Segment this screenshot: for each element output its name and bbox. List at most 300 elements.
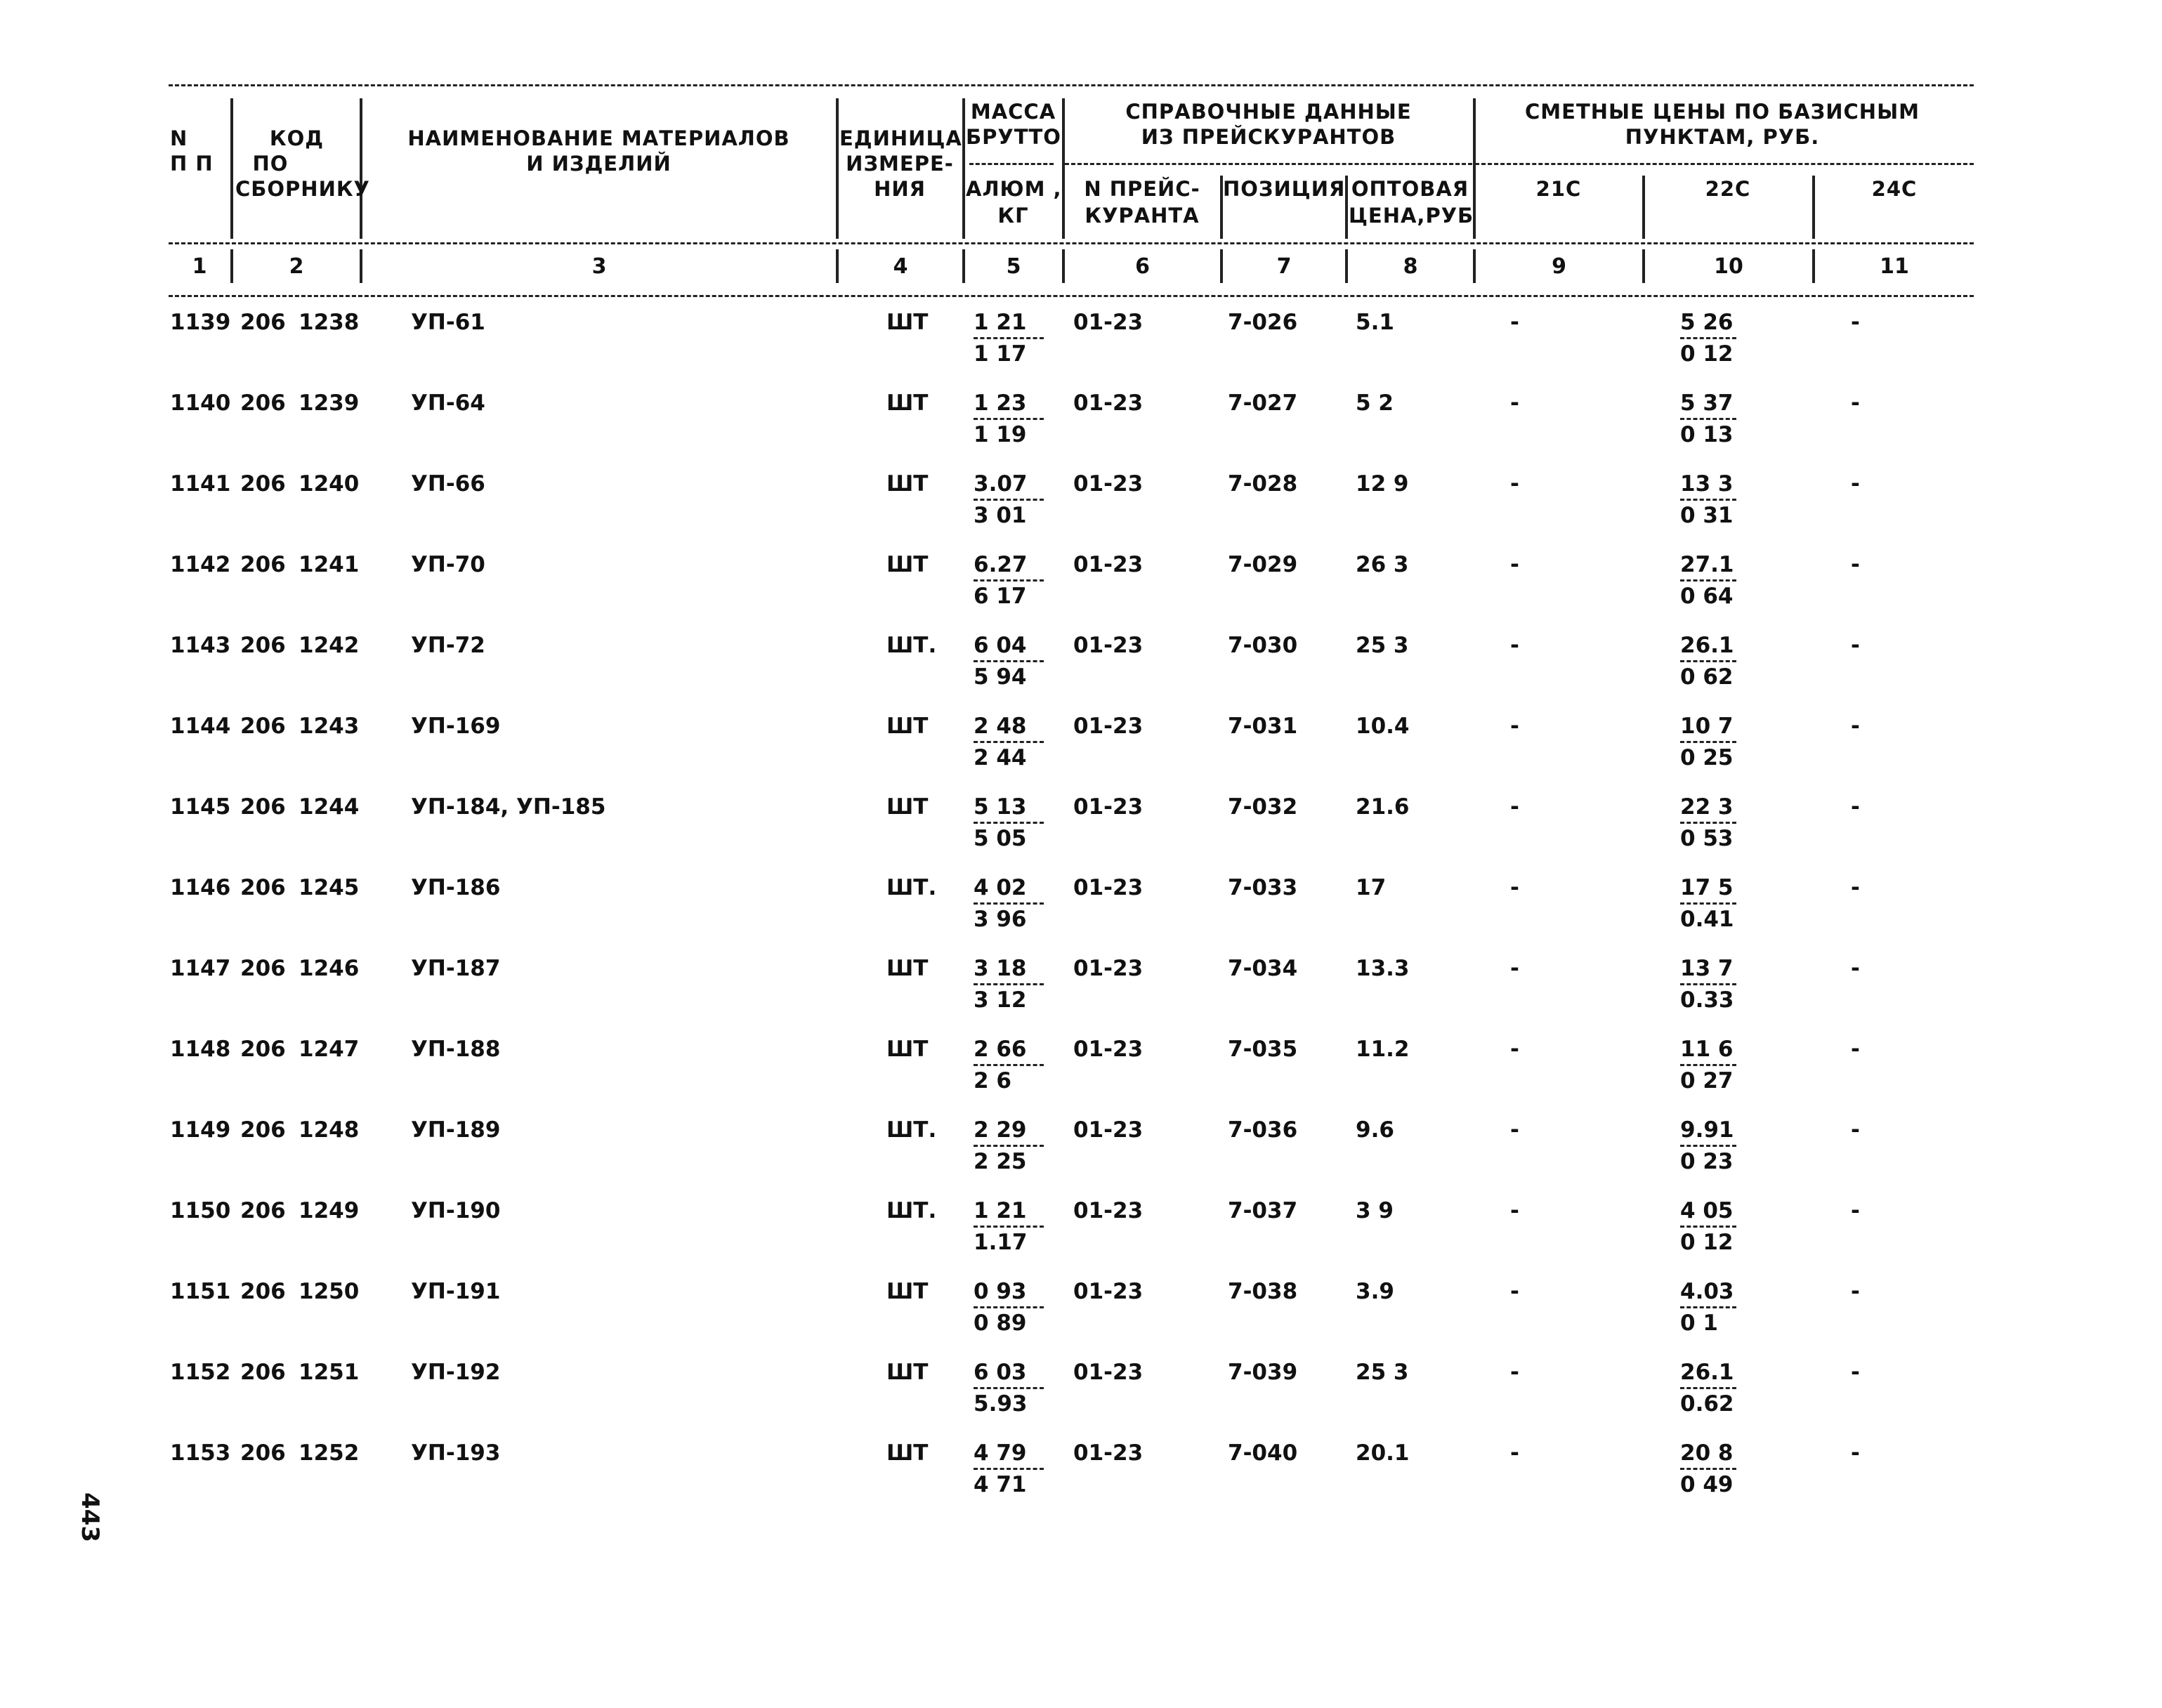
fraction-bar — [974, 822, 1044, 824]
row-position: 7-035 — [1228, 1037, 1298, 1062]
row-number: 1139 — [170, 310, 231, 335]
row-material-name: УП-187 — [411, 956, 501, 981]
row-unit: ШТ — [886, 310, 929, 335]
row-price-24c: - — [1851, 794, 1860, 820]
row-price-22c-fraction — [1680, 309, 1757, 367]
header-sub-rule — [969, 163, 1054, 165]
table-row — [0, 551, 2162, 633]
row-wholesale-price: 3.9 — [1356, 1279, 1394, 1304]
row-material-name: УП-72 — [411, 633, 485, 658]
row-unit: ШТ — [886, 390, 929, 416]
row-wholesale-price: 20.1 — [1356, 1440, 1410, 1466]
row-mass-gross: 2 66 — [974, 1037, 1027, 1062]
header-col-code-sub: ПО — [252, 152, 289, 176]
row-pricelist-number: 01-23 — [1073, 471, 1144, 497]
row-mass-aluminum: 3 12 — [974, 987, 1027, 1013]
row-material-name: УП-66 — [411, 471, 485, 497]
row-wholesale-price: 3 9 — [1356, 1198, 1394, 1223]
row-position: 7-040 — [1228, 1440, 1298, 1466]
header-col-mass-sub: БРУТТО — [966, 125, 1061, 149]
row-price-21c: - — [1510, 875, 1519, 900]
header-col-unit-sub2: НИЯ — [874, 177, 926, 201]
row-code-part-b: 1248 — [299, 1117, 360, 1143]
row-price-21c: - — [1510, 633, 1519, 658]
row-price-22c-aluminum: 0.62 — [1680, 1391, 1734, 1417]
fraction-bar — [974, 1226, 1044, 1228]
row-unit: ШТ — [886, 471, 929, 497]
row-code-part-b: 1242 — [299, 633, 360, 658]
row-code-part-a: 206 — [240, 310, 286, 335]
row-price-21c: - — [1510, 1198, 1519, 1223]
row-price-24c: - — [1851, 633, 1860, 658]
row-price-22c-fraction — [1680, 551, 1757, 610]
row-wholesale-price: 9.6 — [1356, 1117, 1394, 1143]
row-wholesale-price: 21.6 — [1356, 794, 1410, 820]
fraction-bar — [1680, 1064, 1736, 1066]
row-code-part-b: 1241 — [299, 552, 360, 577]
row-position: 7-036 — [1228, 1117, 1298, 1143]
row-pricelist-number: 01-23 — [1073, 552, 1144, 577]
column-number: 2 — [289, 254, 304, 279]
row-mass-fraction — [974, 632, 1051, 690]
row-price-24c: - — [1851, 471, 1860, 497]
header-divider — [230, 98, 233, 239]
header-col-code: КОД — [269, 126, 325, 150]
row-mass-gross: 3.07 — [974, 471, 1028, 497]
row-price-22c-fraction — [1680, 1117, 1757, 1175]
row-mass-gross: 0 93 — [974, 1279, 1027, 1304]
row-price-22c-aluminum: 0 53 — [1680, 826, 1734, 851]
table-row — [0, 390, 2162, 471]
row-price-21c: - — [1510, 714, 1519, 739]
row-code-part-b: 1239 — [299, 390, 360, 416]
row-pricelist-number: 01-23 — [1073, 1440, 1144, 1466]
row-price-22c: 27.1 — [1680, 552, 1734, 577]
row-price-21c: - — [1510, 552, 1519, 577]
row-wholesale-price: 25 3 — [1356, 633, 1409, 658]
row-code-part-a: 206 — [240, 633, 286, 658]
fraction-bar — [974, 579, 1044, 582]
row-unit: ШТ — [886, 1360, 929, 1385]
row-code-part-b: 1243 — [299, 714, 360, 739]
header-col-24c: 24С — [1871, 177, 1918, 201]
table-row — [0, 794, 2162, 875]
header-group-reference-sub: ИЗ ПРЕЙСКУРАНТОВ — [1141, 125, 1396, 149]
row-mass-fraction — [974, 1359, 1051, 1417]
row-price-22c: 20 8 — [1680, 1440, 1734, 1466]
header-divider — [836, 98, 839, 239]
row-material-name: УП-191 — [411, 1279, 501, 1304]
row-wholesale-price: 25 3 — [1356, 1360, 1409, 1385]
row-material-name: УП-186 — [411, 875, 501, 900]
row-material-name: УП-64 — [411, 390, 485, 416]
fraction-bar — [974, 1306, 1044, 1308]
row-material-name: УП-188 — [411, 1037, 501, 1062]
fraction-bar — [1680, 902, 1736, 905]
table-row — [0, 1359, 2162, 1440]
header-col-code-sub2: СБОРНИКУ — [235, 177, 370, 201]
column-number: 6 — [1135, 254, 1150, 279]
row-price-22c: 10 7 — [1680, 714, 1734, 739]
header-col-position: ПОЗИЦИЯ — [1223, 177, 1346, 201]
row-code-part-b: 1251 — [299, 1360, 360, 1385]
row-number: 1147 — [170, 956, 231, 981]
header-col-unit: ЕДИНИЦА — [839, 126, 962, 150]
header-divider — [360, 98, 362, 239]
header-group-reference: СПРАВОЧНЫЕ ДАННЫЕ — [1125, 100, 1412, 124]
row-number: 1145 — [170, 794, 231, 820]
row-pricelist-number: 01-23 — [1073, 310, 1144, 335]
row-wholesale-price: 17 — [1356, 875, 1387, 900]
row-mass-aluminum: 1 17 — [974, 341, 1027, 367]
row-number: 1148 — [170, 1037, 231, 1062]
row-mass-aluminum: 5.93 — [974, 1391, 1028, 1417]
row-mass-fraction — [974, 471, 1051, 529]
row-number: 1152 — [170, 1360, 231, 1385]
fraction-bar — [1680, 983, 1736, 985]
header-divider — [1345, 176, 1348, 239]
row-code-part-b: 1249 — [299, 1198, 360, 1223]
row-pricelist-number: 01-23 — [1073, 633, 1144, 658]
header-divider — [962, 98, 965, 239]
row-material-name: УП-192 — [411, 1360, 501, 1385]
row-price-22c-aluminum: 0.41 — [1680, 907, 1734, 932]
row-price-21c: - — [1510, 1279, 1519, 1304]
fraction-bar — [974, 337, 1044, 339]
fraction-bar — [974, 660, 1044, 662]
row-pricelist-number: 01-23 — [1073, 1117, 1144, 1143]
column-number: 10 — [1714, 254, 1743, 279]
fraction-bar — [974, 1145, 1044, 1147]
row-code-part-a: 206 — [240, 471, 286, 497]
header-top-rule — [169, 84, 1974, 86]
row-price-22c-aluminum: 0 25 — [1680, 745, 1734, 770]
row-code-part-b: 1244 — [299, 794, 360, 820]
fraction-bar — [1680, 1468, 1736, 1470]
header-sub-rule — [1065, 163, 1472, 165]
row-code-part-b: 1240 — [299, 471, 360, 497]
row-mass-gross: 6.27 — [974, 552, 1028, 577]
row-price-21c: - — [1510, 1360, 1519, 1385]
row-pricelist-number: 01-23 — [1073, 1360, 1144, 1385]
row-mass-fraction — [974, 551, 1051, 610]
row-price-21c: - — [1510, 1037, 1519, 1062]
row-price-22c: 26.1 — [1680, 1360, 1734, 1385]
row-mass-gross: 1 21 — [974, 310, 1027, 335]
row-position: 7-029 — [1228, 552, 1298, 577]
table-row — [0, 1197, 2162, 1279]
row-price-22c: 13 7 — [1680, 956, 1734, 981]
header-group-prices-sub: ПУНКТАМ, РУБ. — [1625, 125, 1820, 149]
row-price-22c: 4.03 — [1680, 1279, 1734, 1304]
row-number: 1141 — [170, 471, 231, 497]
row-price-22c: 11 6 — [1680, 1037, 1734, 1062]
row-price-24c: - — [1851, 1198, 1860, 1223]
row-material-name: УП-61 — [411, 310, 485, 335]
table-row — [0, 471, 2162, 552]
row-material-name: УП-193 — [411, 1440, 501, 1466]
row-mass-gross: 6 03 — [974, 1360, 1027, 1385]
row-price-21c: - — [1510, 1440, 1519, 1466]
row-price-21c: - — [1510, 310, 1519, 335]
row-mass-aluminum: 5 05 — [974, 826, 1027, 851]
row-price-21c: - — [1510, 956, 1519, 981]
table-row — [0, 1117, 2162, 1198]
row-mass-gross: 5 13 — [974, 794, 1027, 820]
row-price-22c-aluminum: 0 13 — [1680, 422, 1734, 447]
row-position: 7-031 — [1228, 714, 1298, 739]
row-number: 1143 — [170, 633, 231, 658]
row-mass-gross: 2 48 — [974, 714, 1027, 739]
row-price-22c-fraction — [1680, 1036, 1757, 1094]
column-number: 3 — [591, 254, 607, 279]
table-row — [0, 955, 2162, 1037]
row-mass-aluminum: 2 6 — [974, 1068, 1011, 1093]
row-material-name: УП-190 — [411, 1198, 501, 1223]
fraction-bar — [1680, 1226, 1736, 1228]
fraction-bar — [974, 418, 1044, 420]
row-mass-fraction — [974, 713, 1051, 771]
fraction-bar — [974, 741, 1044, 743]
row-position: 7-038 — [1228, 1279, 1298, 1304]
row-code-part-a: 206 — [240, 794, 286, 820]
row-number: 1149 — [170, 1117, 231, 1143]
row-pricelist-number: 01-23 — [1073, 794, 1144, 820]
row-pricelist-number: 01-23 — [1073, 956, 1144, 981]
row-price-22c-aluminum: 0 12 — [1680, 341, 1734, 367]
row-mass-aluminum: 6 17 — [974, 584, 1027, 609]
row-price-22c-aluminum: 0 49 — [1680, 1472, 1734, 1497]
page-number: 443 — [76, 1492, 104, 1542]
header-bottom-rule — [169, 295, 1974, 297]
row-price-24c: - — [1851, 875, 1860, 900]
header-col-unit-sub: ИЗМЕРЕ- — [846, 152, 954, 176]
header-col-name: НАИМЕНОВАНИЕ МАТЕРИАЛОВ — [407, 126, 790, 150]
row-code-part-a: 206 — [240, 1037, 286, 1062]
row-mass-gross: 4 02 — [974, 875, 1027, 900]
row-code-part-a: 206 — [240, 1440, 286, 1466]
row-price-22c-fraction — [1680, 390, 1757, 448]
row-price-22c-fraction — [1680, 794, 1757, 852]
row-price-24c: - — [1851, 310, 1860, 335]
row-price-22c-fraction — [1680, 874, 1757, 933]
row-price-22c-fraction — [1680, 713, 1757, 771]
row-position: 7-028 — [1228, 471, 1298, 497]
row-material-name: УП-189 — [411, 1117, 501, 1143]
row-number: 1146 — [170, 875, 231, 900]
row-price-21c: - — [1510, 794, 1519, 820]
table-row — [0, 1278, 2162, 1360]
row-mass-aluminum: 1.17 — [974, 1230, 1028, 1255]
header-col-mass-kg: КГ — [997, 204, 1029, 228]
row-code-part-b: 1238 — [299, 310, 360, 335]
row-number: 1140 — [170, 390, 231, 416]
row-mass-gross: 1 21 — [974, 1198, 1027, 1223]
row-mass-aluminum: 0 89 — [974, 1310, 1027, 1336]
row-code-part-a: 206 — [240, 1279, 286, 1304]
row-mass-fraction — [974, 1036, 1051, 1094]
row-price-22c: 17 5 — [1680, 875, 1734, 900]
row-mass-fraction — [974, 794, 1051, 852]
row-position: 7-039 — [1228, 1360, 1298, 1385]
column-number: 5 — [1006, 254, 1021, 279]
row-unit: ШТ. — [886, 1117, 937, 1143]
row-mass-gross: 6 04 — [974, 633, 1027, 658]
header-col-wholesale: ОПТОВАЯ — [1351, 177, 1469, 201]
row-code-part-b: 1245 — [299, 875, 360, 900]
row-code-part-a: 206 — [240, 390, 286, 416]
row-price-22c-fraction — [1680, 632, 1757, 690]
row-price-22c-aluminum: 0 23 — [1680, 1149, 1734, 1174]
row-mass-fraction — [974, 1440, 1051, 1498]
row-price-22c-aluminum: 0 27 — [1680, 1068, 1734, 1093]
row-mass-gross: 3 18 — [974, 956, 1027, 981]
row-price-24c: - — [1851, 956, 1860, 981]
header-col-name-sub: И ИЗДЕЛИЙ — [526, 152, 671, 176]
row-unit: ШТ — [886, 1440, 929, 1466]
row-mass-aluminum: 1 19 — [974, 422, 1027, 447]
row-mass-gross: 2 29 — [974, 1117, 1027, 1143]
row-price-24c: - — [1851, 1440, 1860, 1466]
header-col-22c: 22С — [1705, 177, 1751, 201]
row-price-24c: - — [1851, 390, 1860, 416]
fraction-bar — [1680, 1145, 1736, 1147]
header-col-n: N — [170, 126, 188, 150]
row-unit: ШТ — [886, 714, 929, 739]
fraction-bar — [974, 983, 1044, 985]
header-col-wholesale-sub: ЦЕНА,РУБ — [1349, 204, 1474, 228]
row-wholesale-price: 5.1 — [1356, 310, 1394, 335]
column-number: 9 — [1552, 254, 1566, 279]
row-pricelist-number: 01-23 — [1073, 1198, 1144, 1223]
row-price-22c-aluminum: 0 31 — [1680, 503, 1734, 528]
row-code-part-a: 206 — [240, 714, 286, 739]
row-unit: ШТ. — [886, 875, 937, 900]
row-position: 7-030 — [1228, 633, 1298, 658]
row-price-24c: - — [1851, 1037, 1860, 1062]
row-material-name: УП-70 — [411, 552, 485, 577]
row-price-21c: - — [1510, 471, 1519, 497]
column-number: 11 — [1880, 254, 1909, 279]
row-unit: ШТ. — [886, 633, 937, 658]
row-price-22c-aluminum: 0 62 — [1680, 664, 1734, 690]
column-number: 4 — [893, 254, 908, 279]
column-number: 1 — [192, 254, 207, 279]
row-position: 7-037 — [1228, 1198, 1298, 1223]
row-price-22c-fraction — [1680, 1278, 1757, 1336]
row-number: 1142 — [170, 552, 231, 577]
fraction-bar — [1680, 499, 1736, 501]
row-wholesale-price: 26 3 — [1356, 552, 1409, 577]
row-price-22c: 13 3 — [1680, 471, 1734, 497]
row-pricelist-number: 01-23 — [1073, 875, 1144, 900]
column-number: 8 — [1403, 254, 1418, 279]
row-mass-fraction — [974, 390, 1051, 448]
row-price-22c-fraction — [1680, 955, 1757, 1013]
header-sub-rule — [1475, 163, 1974, 165]
row-mass-fraction — [974, 1278, 1051, 1336]
row-mass-gross: 4 79 — [974, 1440, 1027, 1466]
row-code-part-a: 206 — [240, 956, 286, 981]
row-mass-aluminum: 3 01 — [974, 503, 1027, 528]
row-price-22c-aluminum: 0 64 — [1680, 584, 1734, 609]
row-price-22c: 4 05 — [1680, 1198, 1734, 1223]
row-price-22c: 5 37 — [1680, 390, 1734, 416]
row-position: 7-027 — [1228, 390, 1298, 416]
row-mass-aluminum: 2 25 — [974, 1149, 1027, 1174]
row-price-22c: 5 26 — [1680, 310, 1734, 335]
fraction-bar — [974, 499, 1044, 501]
row-code-part-a: 206 — [240, 552, 286, 577]
fraction-bar — [974, 1064, 1044, 1066]
row-pricelist-number: 01-23 — [1073, 714, 1144, 739]
row-number: 1151 — [170, 1279, 231, 1304]
row-mass-fraction — [974, 955, 1051, 1013]
table-row — [0, 713, 2162, 794]
row-pricelist-number: 01-23 — [1073, 390, 1144, 416]
row-material-name: УП-169 — [411, 714, 501, 739]
fraction-bar — [1680, 579, 1736, 582]
row-number: 1144 — [170, 714, 231, 739]
row-mass-aluminum: 3 96 — [974, 907, 1027, 932]
row-position: 7-032 — [1228, 794, 1298, 820]
row-unit: ШТ — [886, 956, 929, 981]
row-wholesale-price: 11.2 — [1356, 1037, 1410, 1062]
row-position: 7-026 — [1228, 310, 1298, 335]
row-code-part-b: 1250 — [299, 1279, 360, 1304]
fraction-bar — [1680, 741, 1736, 743]
row-price-22c-fraction — [1680, 1440, 1757, 1498]
row-price-24c: - — [1851, 714, 1860, 739]
row-code-part-a: 206 — [240, 1360, 286, 1385]
row-price-24c: - — [1851, 552, 1860, 577]
table-row — [0, 632, 2162, 714]
row-price-22c-aluminum: 0 1 — [1680, 1310, 1718, 1336]
row-price-22c-fraction — [1680, 1359, 1757, 1417]
row-wholesale-price: 10.4 — [1356, 714, 1410, 739]
fraction-bar — [1680, 1306, 1736, 1308]
row-mass-aluminum: 4 71 — [974, 1472, 1027, 1497]
row-position: 7-033 — [1228, 875, 1298, 900]
row-price-22c-aluminum: 0 12 — [1680, 1230, 1734, 1255]
header-col-pricelist: N ПРЕЙС- — [1084, 177, 1200, 201]
row-position: 7-034 — [1228, 956, 1298, 981]
row-pricelist-number: 01-23 — [1073, 1279, 1144, 1304]
fraction-bar — [974, 1387, 1044, 1389]
header-col-mass-alum: АЛЮМ , — [966, 177, 1062, 201]
fraction-bar — [1680, 337, 1736, 339]
row-code-part-a: 206 — [240, 1117, 286, 1143]
fraction-bar — [1680, 660, 1736, 662]
row-mass-fraction — [974, 309, 1051, 367]
table-row — [0, 1440, 2162, 1521]
row-mass-fraction — [974, 1197, 1051, 1256]
column-number: 7 — [1276, 254, 1292, 279]
row-unit: ШТ — [886, 1037, 929, 1062]
row-pricelist-number: 01-23 — [1073, 1037, 1144, 1062]
row-mass-aluminum: 5 94 — [974, 664, 1027, 690]
row-mass-fraction — [974, 874, 1051, 933]
row-price-22c: 9.91 — [1680, 1117, 1734, 1143]
table-row — [0, 874, 2162, 956]
header-mid-rule — [169, 242, 1974, 244]
row-wholesale-price: 12 9 — [1356, 471, 1409, 497]
header-col-21c: 21С — [1535, 177, 1582, 201]
header-group-prices: СМЕТНЫЕ ЦЕНЫ ПО БАЗИСНЫМ — [1525, 100, 1920, 124]
row-price-22c: 22 3 — [1680, 794, 1734, 820]
row-mass-fraction — [974, 1117, 1051, 1175]
row-unit: ШТ — [886, 1279, 929, 1304]
